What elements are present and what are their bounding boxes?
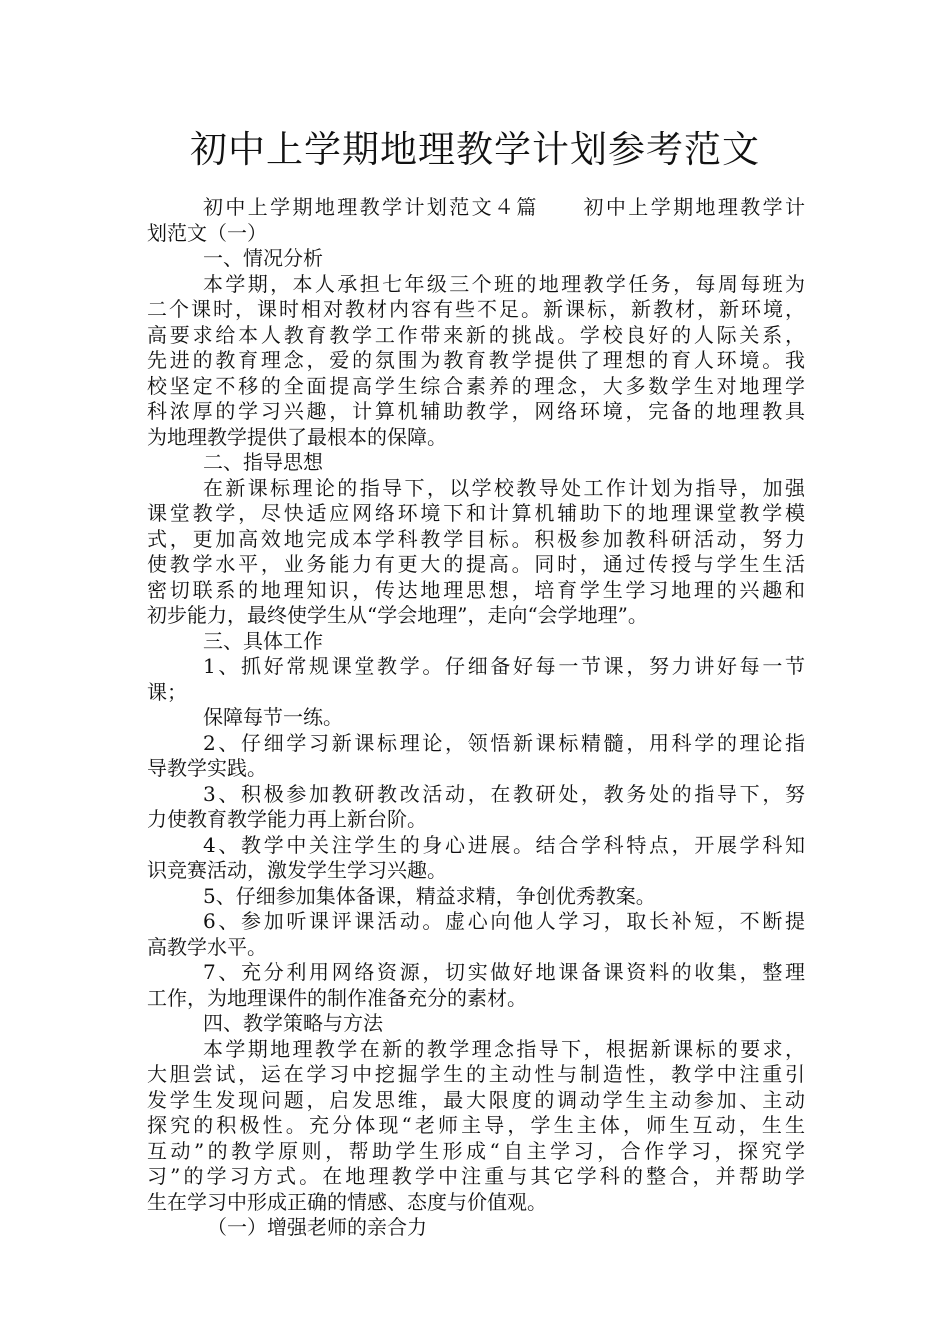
section-heading: 三、具体工作 xyxy=(203,628,323,653)
subsection-heading: （一）增强老师的亲合力 xyxy=(207,1215,427,1239)
text-line: 互动”的教学原则，帮助学生形成“自主学习，合作学习，探究学 xyxy=(147,1138,805,1163)
text-line: 4、教学中关注学生的身心进展。结合学科特点，开展学科知 xyxy=(203,832,805,857)
text-line: 探究的积极性。充分体现“老师主导，学生主体，师生互动，生生 xyxy=(147,1113,805,1137)
text-line: 导教学实践。 xyxy=(147,756,267,780)
text-line: 划范文（一） xyxy=(147,220,267,245)
text-line: 式，更加高效地完成本学科教学目标。积极参加教科研活动，努力 xyxy=(147,526,805,551)
text-line: 力使教育教学能力再上新台阶。 xyxy=(147,807,427,831)
text-line: 使教学水平，业务能力有更大的提高。同时，通过传授与学生生活 xyxy=(147,552,805,576)
text-line: 初步能力，最终使学生从“学会地理”，走向“会学地理”。 xyxy=(147,603,648,627)
text-line: 5、仔细参加集体备课，精益求精，争创优秀教案。 xyxy=(203,883,656,908)
text-line: 1、抓好常规课堂教学。仔细备好每一节课，努力讲好每一节 xyxy=(203,654,805,678)
text-line: 校坚定不移的全面提高学生综合素养的理念，大多数学生对地理学 xyxy=(147,373,805,398)
text-line: 生在学习中形成正确的情感、态度与价值观。 xyxy=(147,1189,547,1214)
text-line: 科浓厚的学习兴趣，计算机辅助教学，网络环境，完备的地理教具 xyxy=(147,399,805,423)
text-line: 高教学水平。 xyxy=(147,934,267,959)
text-line: 大胆尝试，运在学习中挖掘学生的主动性与制造性，教学中注重引 xyxy=(147,1062,805,1086)
text-line: 2、仔细学习新课标理论，领悟新课标精髓，用科学的理论指 xyxy=(203,730,805,755)
section-heading: 四、教学策略与方法 xyxy=(203,1011,383,1035)
text-line: 本学期，本人承担七年级三个班的地理教学任务，每周每班为 xyxy=(203,271,805,296)
text-line: 7、充分利用网络资源，切实做好地课备课资料的收集，整理 xyxy=(203,960,805,984)
text-line: 3、积极参加教研教改活动，在教研处，教务处的指导下，努 xyxy=(203,781,805,806)
text-line: 6、参加听课评课活动。虚心向他人学习，取长补短，不断提 xyxy=(203,909,805,933)
text-line: 发学生发现问题，启发思维，最大限度的调动学生主动参加、主动 xyxy=(147,1087,805,1112)
text-line: 在新课标理论的指导下，以学校教导处工作计划为指导，加强 xyxy=(203,475,805,500)
section-heading: 一、情况分析 xyxy=(203,246,323,270)
text-line: 初中上学期地理教学计划范文４篇 初中上学期地理教学计 xyxy=(203,195,805,219)
text-line: 保障每节一练。 xyxy=(203,705,343,729)
text-line: 工作，为地理课件的制作准备充分的素材。 xyxy=(147,985,527,1010)
text-line: 识竞赛活动，激发学生学习兴趣。 xyxy=(147,858,447,882)
text-line: 高要求给本人教育教学工作带来新的挑战。学校良好的人际关系， xyxy=(147,322,805,347)
text-line: 课堂教学，尽快适应网络环境下和计算机辅助下的地理课堂教学模 xyxy=(147,501,805,525)
document-body xyxy=(147,195,805,1241)
text-line: 先进的教育理念，爱的氛围为教育教学提供了理想的育人环境。我 xyxy=(147,348,805,372)
text-line: 密切联系的地理知识，传达地理思想，培育学生学习地理的兴趣和 xyxy=(147,577,805,602)
text-line: 习”的学习方式。在地理教学中注重与其它学科的整合，并帮助学 xyxy=(147,1164,805,1188)
text-line: 本学期地理教学在新的教学理念指导下，根据新课标的要求， xyxy=(203,1036,805,1061)
document-title: 初中上学期地理教学计划参考范文 xyxy=(190,128,760,171)
text-line: 为地理教学提供了最根本的保障。 xyxy=(147,424,447,449)
text-line: 课； xyxy=(147,679,187,704)
text-line: 二个课时，课时相对教材内容有些不足。新课标，新教材，新环境， xyxy=(147,297,805,321)
section-heading: 二、指导思想 xyxy=(203,450,323,474)
